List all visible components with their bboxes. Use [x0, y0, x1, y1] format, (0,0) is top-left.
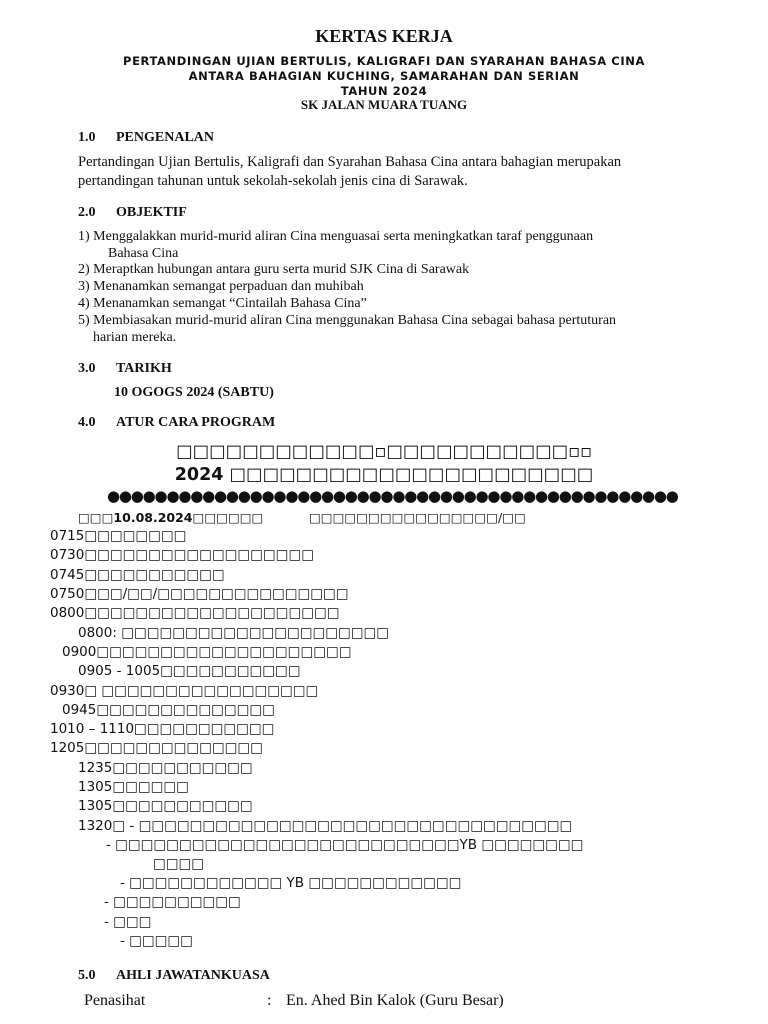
program-heading-2: 2024 □□□□□□□□□□□□□□□□□□□□□□ [174, 465, 594, 485]
schedule-row: 1010 – 1110□□□□□□□□□□□ [50, 721, 275, 737]
section-number: 4.0 [78, 415, 96, 430]
objective-item: 2) Meraptkan hubungan antara guru serta murid SJK Cina di Sarawak [78, 262, 470, 277]
schedule-subrow: - □□□ [104, 914, 152, 930]
schedule-row: 1305□□□□□□□□□□□ [78, 798, 253, 814]
section-number: 3.0 [78, 361, 96, 376]
section-number: 2.0 [78, 205, 96, 220]
section-title: PENGENALAN [116, 130, 215, 145]
section-heading-tarikh [78, 361, 172, 377]
schedule-row: 1235□□□□□□□□□□□ [78, 760, 253, 776]
intro-line-1: Pertandingan Ujian Bertulis, Kaligrafi dan Syarahan Bahasa Cina antara bahagian merupakan [78, 154, 622, 170]
committee-name: En. Ahed Bin Kalok (Guru Besar) [286, 992, 504, 1009]
schedule-row: 0905 - 1005□□□□□□□□□□□ [78, 663, 301, 679]
schedule-subrow: - □□□□□□□□□□□□□□□□□□□□□□□□□□□YB □□□□□□□□ [106, 837, 584, 853]
program-date-line: □□□10.08.2024□□□□□□ [78, 510, 264, 525]
schedule-subrow: - □□□□□□□□□□□□ YB □□□□□□□□□□□□ [120, 875, 462, 891]
header-line-2: ANTARA BAHAGIAN KUCHING, SAMARAHAN DAN SERIAN [188, 69, 580, 83]
section-number: 1.0 [78, 130, 96, 145]
schedule-row: 0800: □□□□□□□□□□□□□□□□□□□□□ [78, 625, 390, 641]
section-number: 5.0 [78, 968, 96, 983]
committee-role: Penasihat [84, 992, 146, 1009]
objective-item: 4) Menanamkan semangat “Cintailah Bahasa Cina” [78, 296, 367, 311]
schedule-subrow: □□□□ [153, 856, 205, 872]
committee-separator: : [267, 992, 272, 1009]
section-heading-ahli-jawatankuasa [78, 968, 270, 984]
schedule-row: 0730□□□□□□□□□□□□□□□□□□ [50, 547, 314, 563]
schedule-subrow: - □□□□□□□□□□ [104, 894, 241, 910]
schedule-row: 1305□□□□□□ [78, 779, 189, 795]
section-heading-pengenalan [78, 130, 214, 146]
schedule-row: 0930□ □□□□□□□□□□□□□□□□□ [50, 683, 319, 699]
program-venue-line: □□□□□□□□□□□□□□□□/□□ [309, 510, 526, 525]
section-title: TARIKH [116, 361, 172, 376]
intro-line-2: pertandingan tahunan untuk sekolah-sekolah jenis cina di Sarawak. [78, 173, 468, 189]
section-title: OBJEKTIF [116, 205, 187, 220]
objective-item: 5) Membiasakan murid-murid aliran Cina menggunakan Bahasa Cina sebagai bahasa pertuturan [78, 313, 617, 328]
schedule-row: 0945□□□□□□□□□□□□□□ [62, 702, 275, 718]
program-heading-1: □□□□□□□□□□□□▫□□□□□□□□□□□▫▫ [176, 442, 592, 462]
header-line-3: TAHUN 2024 [340, 84, 428, 98]
objective-item: 3) Menanamkan semangat perpaduan dan muhibah [78, 279, 364, 294]
section-heading-objektif [78, 205, 187, 221]
header-line-4: SK JALAN MUARA TUANG [300, 97, 468, 112]
schedule-row: 0715□□□□□□□□ [50, 528, 187, 544]
schedule-row: 1320□ - □□□□□□□□□□□□□□□□□□□□□□□□□□□□□□□□□□ [78, 818, 573, 834]
schedule-row: 0900□□□□□□□□□□□□□□□□□□□□ [62, 644, 352, 660]
schedule-row: 0745□□□□□□□□□□□ [50, 567, 225, 583]
schedule-subrow: - □□□□□ [120, 933, 193, 949]
section-title: ATUR CARA PROGRAM [116, 415, 276, 430]
schedule-row: 0800□□□□□□□□□□□□□□□□□□□□ [50, 605, 340, 621]
section-heading-atur-cara [78, 415, 275, 431]
schedule-row: 0750□□□/□□/□□□□□□□□□□□□□□□ [50, 586, 349, 602]
header-line-1: PERTANDINGAN UJIAN BERTULIS, KALIGRAFI DAN SYARAHAN BAHASA CINA [123, 54, 645, 68]
event-date: 10 OGOGS 2024 (SABTU) [114, 385, 274, 400]
document-title: KERTAS KERJA [315, 26, 453, 46]
schedule-row: 1205□□□□□□□□□□□□□□ [50, 740, 263, 756]
section-title: AHLI JAWATANKUASA [116, 968, 270, 983]
objective-item: 1) Menggalakkan murid-murid aliran Cina menguasai serta meningkatkan taraf penggunaan [78, 229, 594, 244]
dotted-divider: ●●●●●●●●●●●●●●●●●●●●●●●●●●●●●●●●●●●●●●●●●●●●●●●● [107, 487, 678, 505]
objective-item-cont: Bahasa Cina [108, 246, 179, 261]
objective-item-cont: harian mereka. [93, 330, 177, 345]
